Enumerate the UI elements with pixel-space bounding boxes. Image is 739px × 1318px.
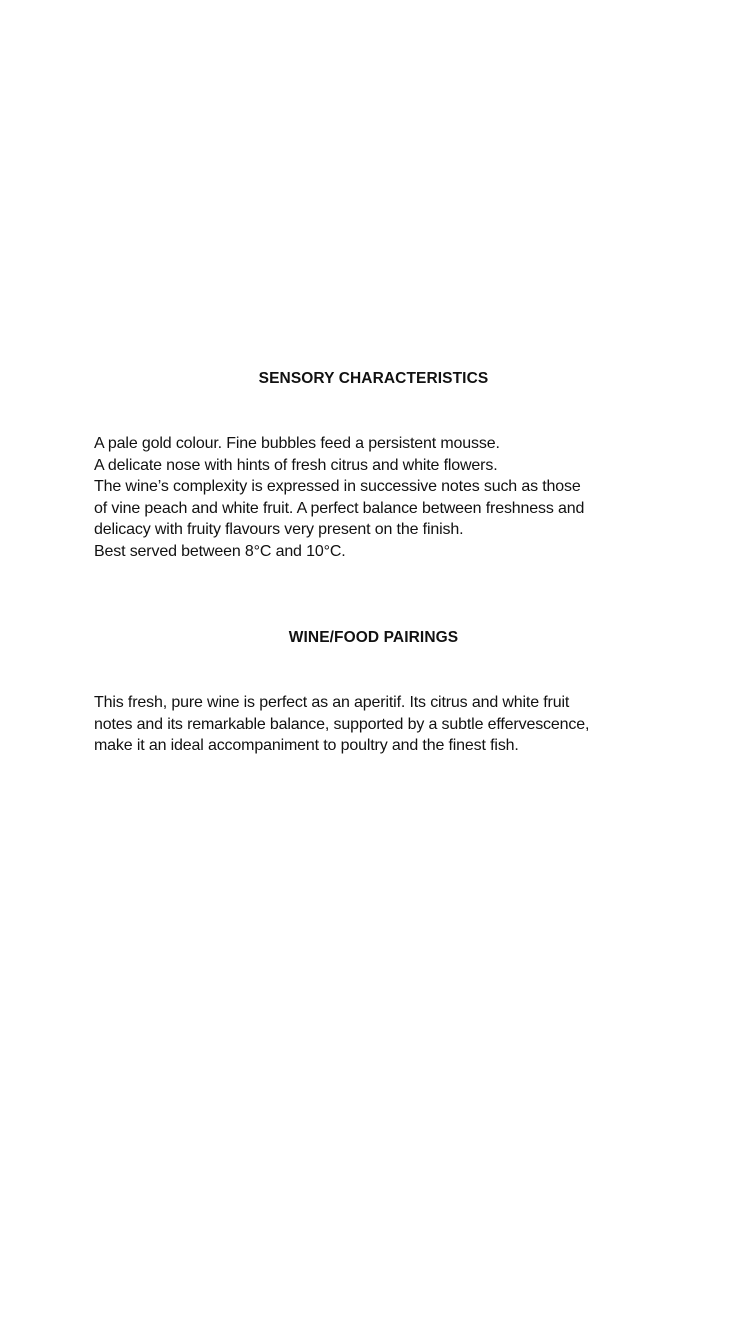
text-line: The wine’s complexity is expressed in successive notes such as those	[94, 478, 581, 496]
wine-food-pairings-text	[94, 692, 694, 757]
wine-food-pairings-heading: WINE/FOOD PAIRINGS	[288, 629, 459, 646]
sensory-characteristics-heading: SENSORY CHARACTERISTICS	[258, 370, 489, 387]
text-line: delicacy with fruity flavours very present on the finish.	[94, 521, 464, 539]
text-line: Best served between 8°C and 10°C.	[94, 542, 346, 560]
text-line: A pale gold colour. Fine bubbles feed a persistent mousse.	[94, 435, 500, 452]
text-line: of vine peach and white fruit. A perfect balance between freshness and	[94, 499, 585, 517]
sensory-characteristics-text	[94, 433, 694, 563]
text-line: This fresh, pure wine is perfect as an aperitif. Its citrus and white fruit	[94, 694, 570, 711]
text-line: notes and its remarkable balance, supported by a subtle effervescence,	[94, 715, 590, 733]
text-line: make it an ideal accompaniment to poultry and the finest fish.	[94, 737, 519, 755]
text-line: A delicate nose with hints of fresh citrus and white flowers.	[94, 456, 498, 474]
